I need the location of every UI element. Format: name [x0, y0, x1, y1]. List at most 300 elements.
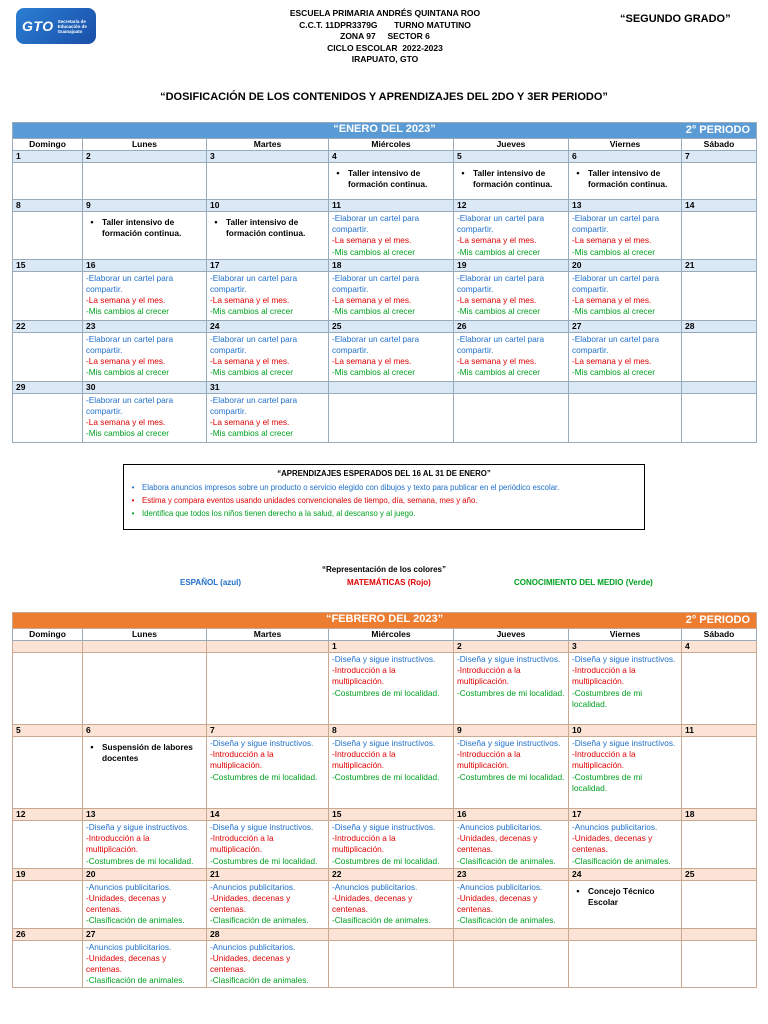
bullet-icon: •: [336, 168, 340, 178]
science-topic: -Costumbres de mi localidad.: [332, 855, 440, 866]
day-cell: [329, 332, 454, 381]
day-number: 17: [207, 259, 329, 271]
math-topic: -La semana y el mes.: [332, 356, 412, 367]
day-number: 28: [682, 320, 757, 332]
day-number: 17: [569, 809, 682, 821]
day-number: 20: [569, 259, 682, 271]
science-topic: -Clasificación de animales.: [572, 855, 671, 866]
math-topic: -La semana y el mes.: [332, 235, 412, 246]
learning-text: Estima y compara eventos usando unidades convencionales de tiempo, día, semana, mes y año.: [142, 496, 478, 505]
day-cell: [682, 393, 757, 442]
day-cell: [329, 737, 454, 809]
spanish-topic: -Anuncios publicitarios.: [457, 881, 543, 892]
math-topic: -Introducción a la multiplicación.: [332, 665, 396, 687]
day-number: 8: [329, 725, 454, 737]
math-topic: -Unidades, decenas y centenas.: [86, 952, 167, 975]
spanish-topic: -Anuncios publicitarios.: [572, 822, 658, 832]
science-topic: -Mis cambios al crecer: [332, 367, 415, 378]
weekday-name: Lunes: [83, 139, 207, 151]
day-number: 11: [682, 725, 757, 737]
weekday-name: Lunes: [83, 629, 207, 641]
day-cell: [83, 212, 207, 260]
day-cell: [207, 821, 329, 869]
day-cell: [329, 212, 454, 260]
spanish-topic: -Diseña y sigue instructivos.: [457, 738, 561, 748]
math-topic: -La semana y el mes.: [210, 417, 290, 428]
day-cell: [207, 163, 329, 200]
day-cell: [454, 880, 569, 928]
day-cell: [569, 880, 682, 928]
science-topic: -Mis cambios al crecer: [332, 246, 415, 257]
week-content-row: [13, 212, 757, 260]
day-number: [329, 381, 454, 393]
day-cell: [329, 271, 454, 320]
science-topic: -Mis cambios al crecer: [86, 367, 169, 378]
math-topic: -Introducción a la multiplicación.: [332, 833, 396, 855]
science-topic: -Mis cambios al crecer: [210, 428, 293, 439]
event-text: Taller intensivo de formación continua.: [588, 168, 668, 189]
day-number: 27: [83, 928, 207, 940]
period-label: 2° PERIODO: [685, 124, 751, 136]
day-cell: [569, 940, 682, 988]
day-cell: [13, 163, 83, 200]
spanish-topic: -Anuncios publicitarios.: [332, 881, 418, 892]
day-cell: [83, 271, 207, 320]
logo-subtext: Secretaría de Educación de Guanajuato: [57, 18, 87, 34]
math-topic: -Introducción a la multiplicación.: [572, 749, 636, 771]
week-content-row: [13, 332, 757, 381]
day-number: 8: [13, 200, 83, 212]
day-cell: [329, 163, 454, 200]
spanish-topic: -Diseña y sigue instructivos.: [332, 654, 436, 664]
month-title: “ENERO DEL 2023”: [333, 123, 436, 135]
day-number: 28: [207, 928, 329, 940]
day-cell: [569, 737, 682, 809]
day-number: 2: [83, 151, 207, 163]
day-number: 1: [13, 151, 83, 163]
science-topic: -Mis cambios al crecer: [457, 246, 540, 257]
science-topic: -Mis cambios al crecer: [86, 428, 169, 439]
math-topic: -La semana y el mes.: [457, 235, 537, 246]
math-topic: -Introducción a la multiplicación.: [210, 749, 274, 771]
math-topic: -Introducción a la multiplicación.: [572, 665, 636, 687]
event-text: Concejo Técnico Escolar: [588, 885, 655, 907]
weekday-name: Miércoles: [329, 139, 454, 151]
day-cell: [569, 212, 682, 260]
day-cell: [13, 393, 83, 442]
january-calendar: [12, 122, 757, 443]
day-cell: [13, 821, 83, 869]
day-cell: [569, 653, 682, 725]
weekday-name: Martes: [207, 629, 329, 641]
science-topic: -Costumbres de mi localidad.: [572, 771, 643, 793]
week-content-row: [13, 737, 757, 809]
math-topic: -La semana y el mes.: [457, 356, 537, 367]
spanish-topic: -Diseña y sigue instructivos.: [210, 822, 314, 832]
day-cell: [83, 880, 207, 928]
week-content-row: [13, 163, 757, 200]
math-topic: -La semana y el mes.: [572, 235, 652, 246]
day-number: [207, 641, 329, 653]
day-cell: [682, 332, 757, 381]
week-number-row: [13, 725, 757, 737]
day-cell: [569, 332, 682, 381]
week-content-row: [13, 393, 757, 442]
day-cell: [83, 821, 207, 869]
spanish-topic: -Elaborar un cartel para compartir.: [457, 333, 545, 356]
science-topic: -Costumbres de mi localidad.: [457, 771, 565, 782]
spanish-topic: -Diseña y sigue instructivos.: [332, 822, 436, 832]
event-text: Suspensión de labores docentes: [102, 742, 193, 763]
day-cell: [83, 737, 207, 809]
weekday-name: Domingo: [13, 629, 83, 641]
day-cell: [454, 737, 569, 809]
day-number: 12: [13, 809, 83, 821]
day-number: 1: [329, 641, 454, 653]
day-number: 10: [207, 200, 329, 212]
weekday-name: Domingo: [13, 139, 83, 151]
week-content-row: [13, 271, 757, 320]
spanish-topic: -Diseña y sigue instructivos.: [86, 822, 190, 832]
science-topic: -Costumbres de mi localidad.: [332, 771, 440, 782]
spanish-topic: -Elaborar un cartel para compartir.: [86, 272, 174, 295]
day-number: 19: [13, 868, 83, 880]
math-topic: -Unidades, decenas y centenas.: [457, 893, 538, 915]
day-cell: [682, 821, 757, 869]
event-item: [332, 168, 450, 190]
week-number-row: [13, 200, 757, 212]
day-number: 14: [207, 809, 329, 821]
day-cell: [682, 212, 757, 260]
week-content-row: [13, 880, 757, 928]
day-cell: [454, 271, 569, 320]
math-topic: -La semana y el mes.: [457, 295, 537, 306]
event-item: [572, 886, 678, 908]
spanish-topic: -Elaborar un cartel para compartir.: [332, 272, 420, 295]
day-number: 20: [83, 868, 207, 880]
spanish-topic: -Diseña y sigue instructivos.: [332, 738, 436, 748]
learning-text: Identifica que todos los niños tienen derecho a la salud, al descanso y al juego.: [142, 509, 416, 518]
spanish-topic: -Elaborar un cartel para compartir.: [210, 272, 298, 295]
weekday-name: Sábado: [682, 629, 757, 641]
month-title: “FEBRERO DEL 2023”: [325, 613, 444, 625]
day-number: [682, 928, 757, 940]
day-cell: [682, 653, 757, 725]
day-number: 22: [329, 868, 454, 880]
weekday-name: Jueves: [454, 629, 569, 641]
science-topic: -Mis cambios al crecer: [457, 306, 540, 317]
spanish-topic: -Anuncios publicitarios.: [457, 822, 543, 832]
spanish-topic: -Diseña y sigue instructivos.: [572, 654, 676, 664]
science-topic: -Mis cambios al crecer: [332, 306, 415, 317]
school-line: ESCUELA PRIMARIA ANDRÉS QUINTANA ROO: [289, 8, 481, 18]
day-number: [13, 641, 83, 653]
day-number: 23: [83, 320, 207, 332]
day-cell: [207, 212, 329, 260]
math-topic: -La semana y el mes.: [572, 295, 652, 306]
day-number: 21: [207, 868, 329, 880]
day-number: 24: [569, 868, 682, 880]
math-topic: -Unidades, decenas y centenas.: [332, 893, 413, 915]
learning-item: [130, 481, 638, 494]
day-number: 3: [569, 641, 682, 653]
math-topic: -La semana y el mes.: [210, 295, 290, 306]
page-title: “DOSIFICACIÓN DE LOS CONTENIDOS Y APRENDIZAJES DEL 2DO Y 3ER PERIODO”: [160, 91, 608, 103]
weekday-header-row: [13, 139, 757, 151]
grade-label: “SEGUNDO GRADO”: [620, 13, 731, 25]
day-number: 29: [13, 381, 83, 393]
school-line: IRAPUATO, GTO: [351, 54, 419, 64]
day-number: [569, 381, 682, 393]
day-number: 25: [329, 320, 454, 332]
week-number-row: [13, 320, 757, 332]
day-cell: [83, 163, 207, 200]
science-topic: -Mis cambios al crecer: [572, 306, 655, 317]
week-number-row: [13, 151, 757, 163]
event-text: Taller intensivo de formación continua.: [473, 168, 553, 189]
week-content-row: [13, 821, 757, 869]
day-cell: [207, 737, 329, 809]
week-number-row: [13, 928, 757, 940]
day-number: 10: [569, 725, 682, 737]
day-number: 5: [13, 725, 83, 737]
spanish-topic: -Elaborar un cartel para compartir.: [332, 333, 420, 356]
day-number: 24: [207, 320, 329, 332]
school-line: CICLO ESCOLAR 2022-2023: [327, 42, 443, 53]
day-number: 15: [13, 259, 83, 271]
day-cell: [207, 271, 329, 320]
math-topic: -Unidades, decenas y centenas.: [86, 893, 167, 915]
day-cell: [13, 332, 83, 381]
day-number: 19: [454, 259, 569, 271]
day-cell: [682, 737, 757, 809]
spanish-topic: -Diseña y sigue instructivos.: [572, 738, 676, 748]
math-topic: -La semana y el mes.: [86, 356, 166, 367]
legend-science: CONOCIMIENTO DEL MEDIO (Verde): [514, 578, 653, 587]
spanish-topic: -Elaborar un cartel para compartir.: [457, 213, 545, 235]
bullet-icon: •: [131, 496, 135, 505]
day-number: 4: [682, 641, 757, 653]
day-cell: [454, 821, 569, 869]
math-topic: -Unidades, decenas y centenas.: [210, 893, 291, 915]
science-topic: -Mis cambios al crecer: [86, 306, 169, 317]
science-topic: -Mis cambios al crecer: [572, 367, 655, 378]
day-cell: [682, 880, 757, 928]
science-topic: -Clasificación de animales.: [210, 975, 309, 986]
day-number: 25: [682, 868, 757, 880]
day-number: 13: [569, 200, 682, 212]
spanish-topic: -Elaborar un cartel para compartir.: [332, 213, 420, 235]
event-item: [86, 742, 203, 764]
bullet-icon: •: [131, 483, 135, 492]
science-topic: -Clasificación de animales.: [210, 915, 309, 926]
spanish-topic: -Anuncios publicitarios.: [210, 941, 296, 952]
spanish-topic: -Elaborar un cartel para compartir.: [572, 333, 660, 356]
day-cell: [13, 653, 83, 725]
day-number: 13: [83, 809, 207, 821]
day-number: 18: [682, 809, 757, 821]
spanish-topic: -Elaborar un cartel para compartir.: [86, 333, 174, 356]
day-cell: [13, 940, 83, 988]
color-legend-title: “Representación de los colores”: [321, 565, 447, 574]
science-topic: -Costumbres de mi localidad.: [457, 687, 565, 698]
day-cell: [207, 653, 329, 725]
spanish-topic: -Elaborar un cartel para compartir.: [86, 394, 174, 417]
weekday-name: Miércoles: [329, 629, 454, 641]
week-number-row: [13, 809, 757, 821]
day-cell: [682, 940, 757, 988]
math-topic: -La semana y el mes.: [86, 417, 166, 428]
learning-item: [130, 494, 638, 507]
day-cell: [13, 271, 83, 320]
day-cell: [329, 653, 454, 725]
day-number: 6: [83, 725, 207, 737]
science-topic: -Costumbres de mi localidad.: [210, 855, 318, 866]
science-topic: -Costumbres de mi localidad.: [332, 687, 440, 698]
legend-spanish: ESPAÑOL (azul): [180, 578, 242, 587]
day-number: 12: [454, 200, 569, 212]
day-cell: [83, 393, 207, 442]
bullet-icon: •: [214, 217, 218, 227]
science-topic: -Mis cambios al crecer: [457, 367, 540, 378]
weekday-name: Viernes: [569, 629, 682, 641]
bullet-icon: •: [576, 885, 580, 896]
learnings-title: “APRENDIZAJES ESPERADOS DEL 16 AL 31 DE ENERO”: [277, 469, 491, 478]
science-topic: -Clasificación de animales.: [332, 915, 431, 926]
day-number: 30: [83, 381, 207, 393]
event-text: Taller intensivo de formación continua.: [348, 168, 428, 189]
day-cell: [13, 880, 83, 928]
math-topic: -Introducción a la multiplicación.: [332, 749, 396, 771]
day-cell: [329, 393, 454, 442]
day-number: [454, 928, 569, 940]
math-topic: -Introducción a la multiplicación.: [457, 749, 521, 771]
bullet-icon: •: [461, 168, 465, 178]
spanish-topic: -Elaborar un cartel para compartir.: [210, 394, 298, 417]
event-text: Taller intensivo de formación continua.: [102, 217, 182, 238]
math-topic: -Unidades, decenas y centenas.: [210, 952, 291, 975]
bullet-icon: •: [131, 509, 135, 518]
spanish-topic: -Elaborar un cartel para compartir.: [210, 333, 298, 356]
day-number: 22: [13, 320, 83, 332]
weekday-name: Jueves: [454, 139, 569, 151]
day-number: [682, 381, 757, 393]
event-item: [210, 217, 325, 239]
day-cell: [682, 163, 757, 200]
day-number: 6: [569, 151, 682, 163]
day-cell: [454, 653, 569, 725]
spanish-topic: -Elaborar un cartel para compartir.: [457, 272, 545, 295]
event-item: [572, 168, 678, 190]
math-topic: -Introducción a la multiplicación.: [86, 833, 150, 855]
day-cell: [83, 940, 207, 988]
day-number: [569, 928, 682, 940]
day-cell: [329, 821, 454, 869]
science-topic: -Clasificación de animales.: [457, 915, 556, 926]
day-number: 11: [329, 200, 454, 212]
day-number: 9: [83, 200, 207, 212]
day-number: 21: [682, 259, 757, 271]
week-number-row: [13, 641, 757, 653]
week-number-row: [13, 868, 757, 880]
school-line: C.C.T. 11DPR3379G TURNO MATUTINO: [299, 19, 471, 30]
day-cell: [569, 821, 682, 869]
day-number: 26: [454, 320, 569, 332]
calendar-header: [13, 613, 757, 629]
spanish-topic: -Elaborar un cartel para compartir.: [572, 213, 660, 235]
math-topic: -Introducción a la multiplicación.: [457, 665, 521, 687]
weekday-name: Martes: [207, 139, 329, 151]
learning-text: Elabora anuncios impresos sobre un producto o servicio elegido con dibujos y texto para publicar en el periódico escolar.: [142, 483, 560, 492]
day-cell: [569, 393, 682, 442]
math-topic: -Unidades, decenas y centenas.: [457, 833, 538, 855]
school-line: ZONA 97 SECTOR 6: [340, 31, 430, 41]
day-cell: [569, 163, 682, 200]
day-number: 14: [682, 200, 757, 212]
math-topic: -La semana y el mes.: [332, 295, 412, 306]
event-text: Taller intensivo de formación continua.: [226, 217, 306, 238]
weekday-name: Viernes: [569, 139, 682, 151]
day-number: 16: [454, 809, 569, 821]
period-label: 2° PERIODO: [685, 614, 751, 626]
expected-learnings-box: [123, 464, 645, 530]
day-number: 15: [329, 809, 454, 821]
science-topic: -Costumbres de mi localidad.: [86, 855, 194, 866]
day-cell: [454, 163, 569, 200]
day-cell: [569, 271, 682, 320]
science-topic: -Mis cambios al crecer: [210, 367, 293, 378]
legend-math: MATEMÁTICAS (Rojo): [347, 578, 431, 587]
week-content-row: [13, 940, 757, 988]
learning-item: [130, 507, 638, 520]
day-cell: [329, 940, 454, 988]
week-number-row: [13, 381, 757, 393]
school-header: [260, 8, 510, 66]
math-topic: -La semana y el mes.: [210, 356, 290, 367]
math-topic: -Introducción a la multiplicación.: [210, 833, 274, 855]
bullet-icon: •: [576, 168, 580, 178]
day-cell: [207, 393, 329, 442]
day-number: 31: [207, 381, 329, 393]
day-cell: [454, 332, 569, 381]
science-topic: -Mis cambios al crecer: [572, 246, 655, 257]
day-number: 7: [207, 725, 329, 737]
day-cell: [13, 212, 83, 260]
day-cell: [83, 653, 207, 725]
math-topic: -La semana y el mes.: [86, 295, 166, 306]
math-topic: -La semana y el mes.: [572, 356, 652, 367]
bullet-icon: •: [90, 742, 94, 752]
calendar-header: [13, 123, 757, 139]
day-number: 26: [13, 928, 83, 940]
spanish-topic: -Anuncios publicitarios.: [86, 881, 172, 892]
science-topic: -Clasificación de animales.: [86, 975, 185, 986]
day-number: 2: [454, 641, 569, 653]
day-cell: [454, 940, 569, 988]
bullet-icon: •: [90, 217, 94, 227]
week-content-row: [13, 653, 757, 725]
day-number: 18: [329, 259, 454, 271]
day-number: [329, 928, 454, 940]
day-number: 4: [329, 151, 454, 163]
spanish-topic: -Anuncios publicitarios.: [86, 941, 172, 952]
science-topic: -Mis cambios al crecer: [210, 306, 293, 317]
event-item: [86, 217, 203, 239]
february-calendar: [12, 612, 757, 988]
spanish-topic: -Anuncios publicitarios.: [210, 881, 296, 892]
day-cell: [13, 737, 83, 809]
day-number: 7: [682, 151, 757, 163]
